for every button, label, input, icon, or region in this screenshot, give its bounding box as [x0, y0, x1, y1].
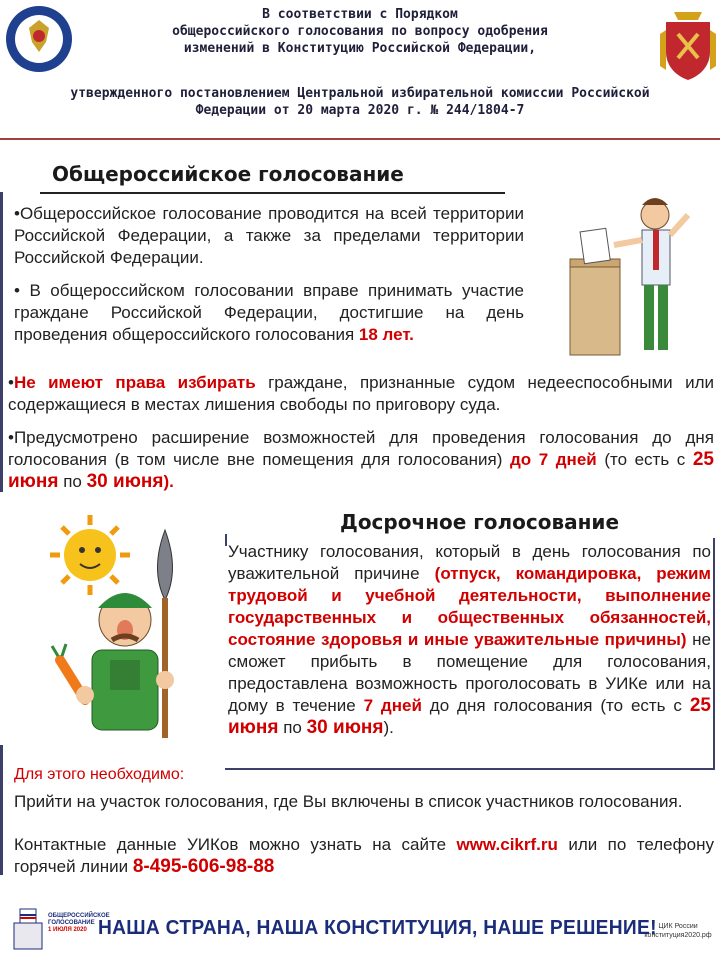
section-title: Общероссийское голосование [52, 162, 404, 186]
header-line: общероссийского голосования по вопросу одобрения [172, 24, 548, 39]
requirement-label: Для этого необходимо: [14, 766, 185, 783]
header-bottom-text [10, 85, 710, 119]
days-highlight: 7 дней [363, 696, 422, 715]
website-link[interactable]: www.cikrf.ru [456, 835, 558, 854]
bullet-text: ). [163, 472, 174, 491]
footer-credits [640, 922, 716, 940]
divider [40, 192, 505, 194]
divider [225, 534, 227, 546]
bullet-item: •Не имеют права избирать граждане, признанные судом недееспособными или содержащиеся в местах лишения свободы по приговору суда. [8, 373, 714, 414]
header-line: В соответствии с Порядком [262, 7, 458, 22]
age-highlight: 18 лет. [358, 325, 414, 344]
ballot-box-icon [10, 905, 46, 951]
reasons-highlight: (отпуск, командировка, режим трудовой и учебной деятельности, выполнение государственных и общественных обязанностей, состояние здоровья и иные уважительные причины) [228, 564, 711, 649]
paragraph-text: ). [383, 718, 394, 737]
bullet-item: • В общероссийском голосовании вправе принимать участие граждане Российской Федерации, достигшие на день проведения общероссийского голосования 18 лет. [14, 281, 524, 344]
bullet-text: (то есть с [604, 450, 686, 469]
paragraph-text: или по телефону горячей линии [14, 835, 714, 876]
paragraph-text: не сможет прибыть в помещение для голосования, предоставлена возможность проголосовать в УИКе или на дому в течение [228, 630, 711, 715]
logo-line: 1 ИЮЛЯ 2020 [48, 927, 87, 933]
spb-coat-of-arms-icon [660, 4, 716, 82]
bullet-text: В общероссийском голосовании вправе принимать участие граждане Российской Федерации, достигшие на день проведения общероссийского голосования [14, 281, 524, 344]
paragraph-text: до дня голосования (то есть с [429, 696, 682, 715]
section-title: Досрочное голосование [340, 510, 620, 534]
hotline-phone[interactable]: 8-495-606-98-88 [132, 856, 275, 877]
date-highlight: 25 июня [228, 695, 711, 738]
instruction-text: Прийти на участок голосования, где Вы включены в список участников голосования. [14, 792, 683, 811]
contacts-text [14, 834, 714, 878]
cec-emblem-icon [4, 4, 74, 74]
paragraph-text: Контактные данные УИКов можно узнать на сайте [14, 835, 447, 854]
divider [0, 745, 3, 875]
voter-illustration-icon [560, 185, 710, 360]
divider [0, 138, 720, 140]
footer-line: ЦИК России [658, 923, 698, 930]
bullet-item: •Предусмотрено расширение возможностей для проведения голосования до дня голосования (в том числе вне помещения для голосования) до 7 дней (то есть с 25 июня по 30 июня). [8, 428, 714, 492]
bullet-text: Предусмотрено расширение возможностей для проведения голосования до дня голосования (в том числе вне помещения для голосования) [8, 428, 714, 469]
bullet-text: граждане, признанные судом недееспособными или содержащиеся в местах лишения свободы по приговору суда. [8, 373, 714, 414]
gardener-with-sun-illustration-icon [30, 510, 220, 750]
bullet-item: •Общероссийское голосование проводится на всей территории Российской Федерации, а также за пределами территории Российской Федерации. [14, 204, 524, 267]
early-voting-text [228, 541, 711, 739]
days-highlight: до 7 дней [509, 450, 597, 469]
footer-line[interactable]: конституция2020.рф [644, 932, 712, 939]
voting-logo [10, 905, 110, 955]
logo-line: ОБЩЕРОССИЙСКОЕ [48, 913, 110, 919]
header-line: Федерации от 20 марта 2020 г. № 244/1804-7 [195, 103, 525, 118]
red-highlight: Не имеют права избирать [13, 373, 256, 392]
logo-line: ГОЛОСОВАНИЕ [48, 920, 95, 926]
date-highlight: 30 июня [86, 471, 164, 492]
slogan: НАША СТРАНА, НАША КОНСТИТУЦИЯ, НАШЕ РЕШЕНИЕ! [98, 917, 657, 939]
paragraph-text: по [283, 718, 302, 737]
header-top-text [90, 6, 630, 57]
date-highlight: 25 июня [8, 449, 714, 492]
header-line: изменений в Конституцию Российской Федерации, [183, 41, 537, 56]
date-highlight: 30 июня [306, 717, 384, 738]
divider [0, 192, 3, 492]
bullet-text: по [63, 472, 82, 491]
header-line: утвержденного постановлением Центральной избирательной комиссии Российской [70, 86, 650, 101]
paragraph-text: Участнику голосования, который в день голосования по уважительной причине [228, 542, 711, 583]
header [0, 0, 720, 135]
bullet-text: Общероссийское голосование проводится на всей территории Российской Федерации, а также за пределами территории Российской Федерации. [14, 204, 524, 267]
